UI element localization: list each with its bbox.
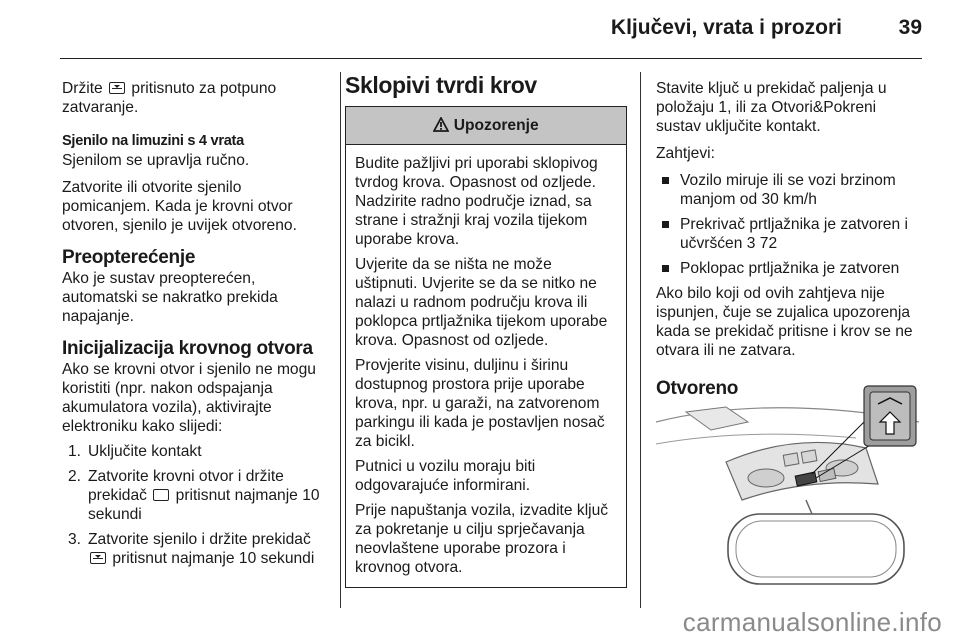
intro-paragraph: Držite pritisnuto za potpuno zatvaranje. (62, 80, 277, 116)
list-item: Poklopac prtljažnika je zatvoren (656, 259, 922, 278)
page-reference[interactable]: 3 72 (746, 235, 778, 252)
warning-body (346, 145, 626, 587)
list-item: 1. Uključite kontakt (68, 443, 202, 460)
warning-paragraph: Putnici u vozilu moraju biti odgovarajuće informirani. (355, 458, 536, 494)
bullet-icon (662, 221, 669, 228)
section-heading: Sklopivi tvrdi krov (345, 72, 537, 98)
ignition-text: Stavite ključ u prekidač paljenja u položaju 1, ili za Otvori&Pokreni sustav uključite kontakt. (656, 80, 887, 135)
open-heading: Otvoreno (656, 378, 739, 399)
warning-paragraph: Provjerite visinu, duljinu i širinu dostupnog prostora prije uporabe krova, npr. u garaži, na zatvorenom parkingu ili kada je postavljen nosač za bicikl. (355, 357, 605, 450)
overload-heading: Preopterećenje (62, 247, 196, 268)
warning-paragraph: Prije napuštanja vozila, izvadite ključ za pokretanje u cilju sprječavanja neovlaštene uporabe prozora i krovnog otvora. (355, 502, 609, 576)
list-item: Prekrivač prtljažnika je zatvoren i učvršćen 3 72 (656, 215, 922, 253)
buzzer-text: Ako bilo koji od ovih zahtjeva nije ispunjen, čuje se zujalica upozorenja kada se prekidač pritisne i krov se ne otvara ili ne zatvara. (656, 285, 913, 359)
init-heading: Inicijalizacija krovnog otvora (62, 338, 313, 359)
roof-switch-illustration (656, 382, 919, 594)
warning-paragraph: Uvjerite da se ništa ne može uštipnuti. Uvjerite se da se nitko ne nalazi u radnom području krova ili poklopca prtljažnika tijekom uporabe krova. Opasnost od ozljede. (355, 256, 608, 349)
warning-header (346, 107, 626, 145)
overhead-console-drawing (656, 382, 919, 594)
limo-heading: Sjenilo na limuzini s 4 vrata (62, 133, 244, 149)
column-middle (345, 70, 627, 588)
watermark: carmanualsonline.info (682, 607, 942, 637)
switch-close-icon (153, 489, 169, 501)
column-right (656, 79, 922, 400)
page-number: 39 (898, 16, 922, 39)
bullet-icon (662, 265, 669, 272)
warning-title: Upozorenje (453, 117, 539, 134)
warning-triangle-icon (433, 117, 449, 132)
arrow-reference-icon: 3 (746, 235, 756, 252)
bullet-icon (662, 177, 669, 184)
init-steps (62, 442, 328, 568)
page-header (0, 0, 960, 60)
list-item: 2. Zatvorite krovni otvor i držite prekidač pritisnut najmanje 10 sekundi (68, 468, 320, 523)
header-title: Ključevi, vrata i prozori (610, 16, 842, 39)
switch-open-icon (109, 82, 125, 94)
requirements-list (656, 171, 922, 278)
init-text: Ako se krovni otvor i sjenilo ne mogu koristiti (npr. nakon odspajanja akumulatora vozila), aktivirajte elektroniku kako slijedi: (62, 361, 316, 435)
limo-text-2: Zatvorite ili otvorite sjenilo pomicanjem. Kada je krovni otvor otvoren, sjenilo je uvijek otvoreno. (62, 179, 297, 234)
column-left (62, 79, 328, 574)
column-divider (340, 72, 341, 608)
column-divider (640, 72, 641, 608)
warning-paragraph: Budite pažljivi pri uporabi sklopivog tvrdog krova. Opasnost od ozljede. Nadzirite radno područje iznad, sa strane i stražnji kraj vozila tijekom uporabe krova. (355, 155, 598, 248)
warning-box (345, 106, 627, 588)
overload-text: Ako je sustav preopterećen, automatski se nakratko prekida napajanje. (62, 270, 278, 325)
requirements-label: Zahtjevi: (656, 145, 715, 162)
list-item: 3. Zatvorite sjenilo i držite prekidač pritisnut najmanje 10 sekundi (68, 531, 315, 567)
switch-open-icon (90, 552, 106, 564)
header-rule (60, 58, 922, 59)
list-item: Vozilo miruje ili se vozi brzinom manjom od 30 km/h (656, 171, 922, 209)
limo-text-1: Sjenilom se upravlja ručno. (62, 152, 250, 169)
